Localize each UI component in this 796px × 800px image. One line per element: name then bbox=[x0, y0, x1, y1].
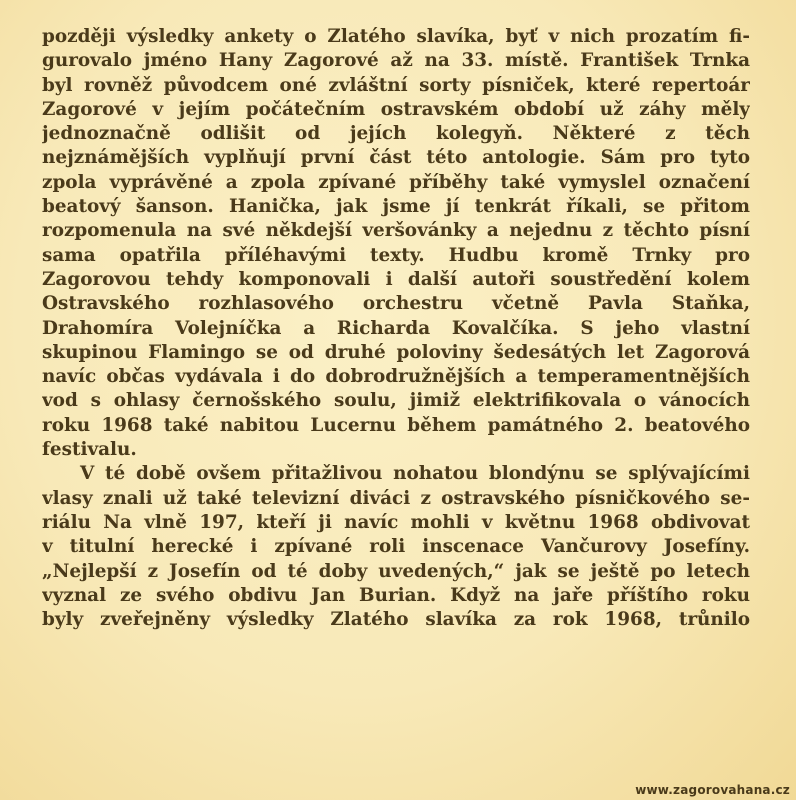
article-text bbox=[42, 25, 750, 632]
text-line: Zagorové v jejím počátečním ostravském období už záhy měly bbox=[42, 98, 750, 120]
text-line: festivalu. bbox=[42, 439, 137, 461]
text-line: v titulní herecké i zpívané roli inscenace Vančurovy Josefíny. bbox=[42, 536, 750, 558]
text-line: skupinou Flamingo se od druhé poloviny šedesátých let Zagorová bbox=[42, 341, 750, 363]
text-line: roku 1968 také nabitou Lucernu během památného 2. beatového bbox=[42, 414, 750, 436]
paragraph-1 bbox=[42, 25, 750, 462]
text-line: vlasy znali už také televizní diváci z ostravského písničkového se- bbox=[42, 487, 750, 509]
text-line: vod s ohlasy černošského soulu, jimiž elektrifikovala o vánocích bbox=[42, 390, 750, 412]
text-line: byly zveřejněny výsledky Zlatého slavíka za rok 1968, trůnilo bbox=[42, 609, 750, 631]
text-line: beatový šanson. Hanička, jak jsme jí tenkrát říkali, se přitom bbox=[42, 196, 750, 218]
text-line: později výsledky ankety o Zlatého slavíka, byť v nich prozatím fi- bbox=[42, 26, 750, 47]
text-line: sama opatřila příléhavými texty. Hudbu kromě Trnky pro bbox=[42, 244, 750, 266]
text-line: zpola vyprávěné a zpola zpívané příběhy také vymyslel označení bbox=[42, 171, 750, 193]
text-line: Zagorovou tehdy komponovali i další autoři soustředění kolem bbox=[42, 268, 750, 290]
text-line: Ostravského rozhlasového orchestru včetně Pavla Staňka, bbox=[42, 293, 750, 315]
text-line: Drahomíra Volejníčka a Richarda Kovalčíka. S jeho vlastní bbox=[42, 317, 750, 339]
text-line: gurovalo jméno Hany Zagorové až na 33. místě. František Trnka bbox=[42, 50, 750, 72]
text-line: vyznal ze svého obdivu Jan Burian. Když na jaře příštího roku bbox=[42, 584, 750, 606]
website-watermark: www.zagorovahana.cz bbox=[635, 783, 790, 797]
text-line: riálu Na vlně 197, kteří ji navíc mohli v květnu 1968 obdivovat bbox=[42, 511, 750, 533]
text-line: jednoznačně odlišit od jejích kolegyň. Některé z těch bbox=[42, 123, 750, 145]
text-line: „Nejlepší z Josefín od té doby uvedených,“ jak se ještě po letech bbox=[42, 560, 750, 582]
paragraph-2 bbox=[42, 462, 750, 632]
text-line: V té době ovšem přitažlivou nohatou blondýnu se splývajícími bbox=[80, 463, 750, 485]
text-line: nejznámějších vyplňují první část této antologie. Sám pro tyto bbox=[42, 147, 750, 169]
text-line: byl rovněž původcem oné zvláštní sorty písniček, které repertoár bbox=[42, 74, 750, 96]
text-line: navíc občas vydávala i do dobrodružnějších a temperamentnějších bbox=[42, 366, 750, 388]
text-line: rozpomenula na své někdejší veršovánky a nejednu z těchto písní bbox=[42, 220, 750, 242]
